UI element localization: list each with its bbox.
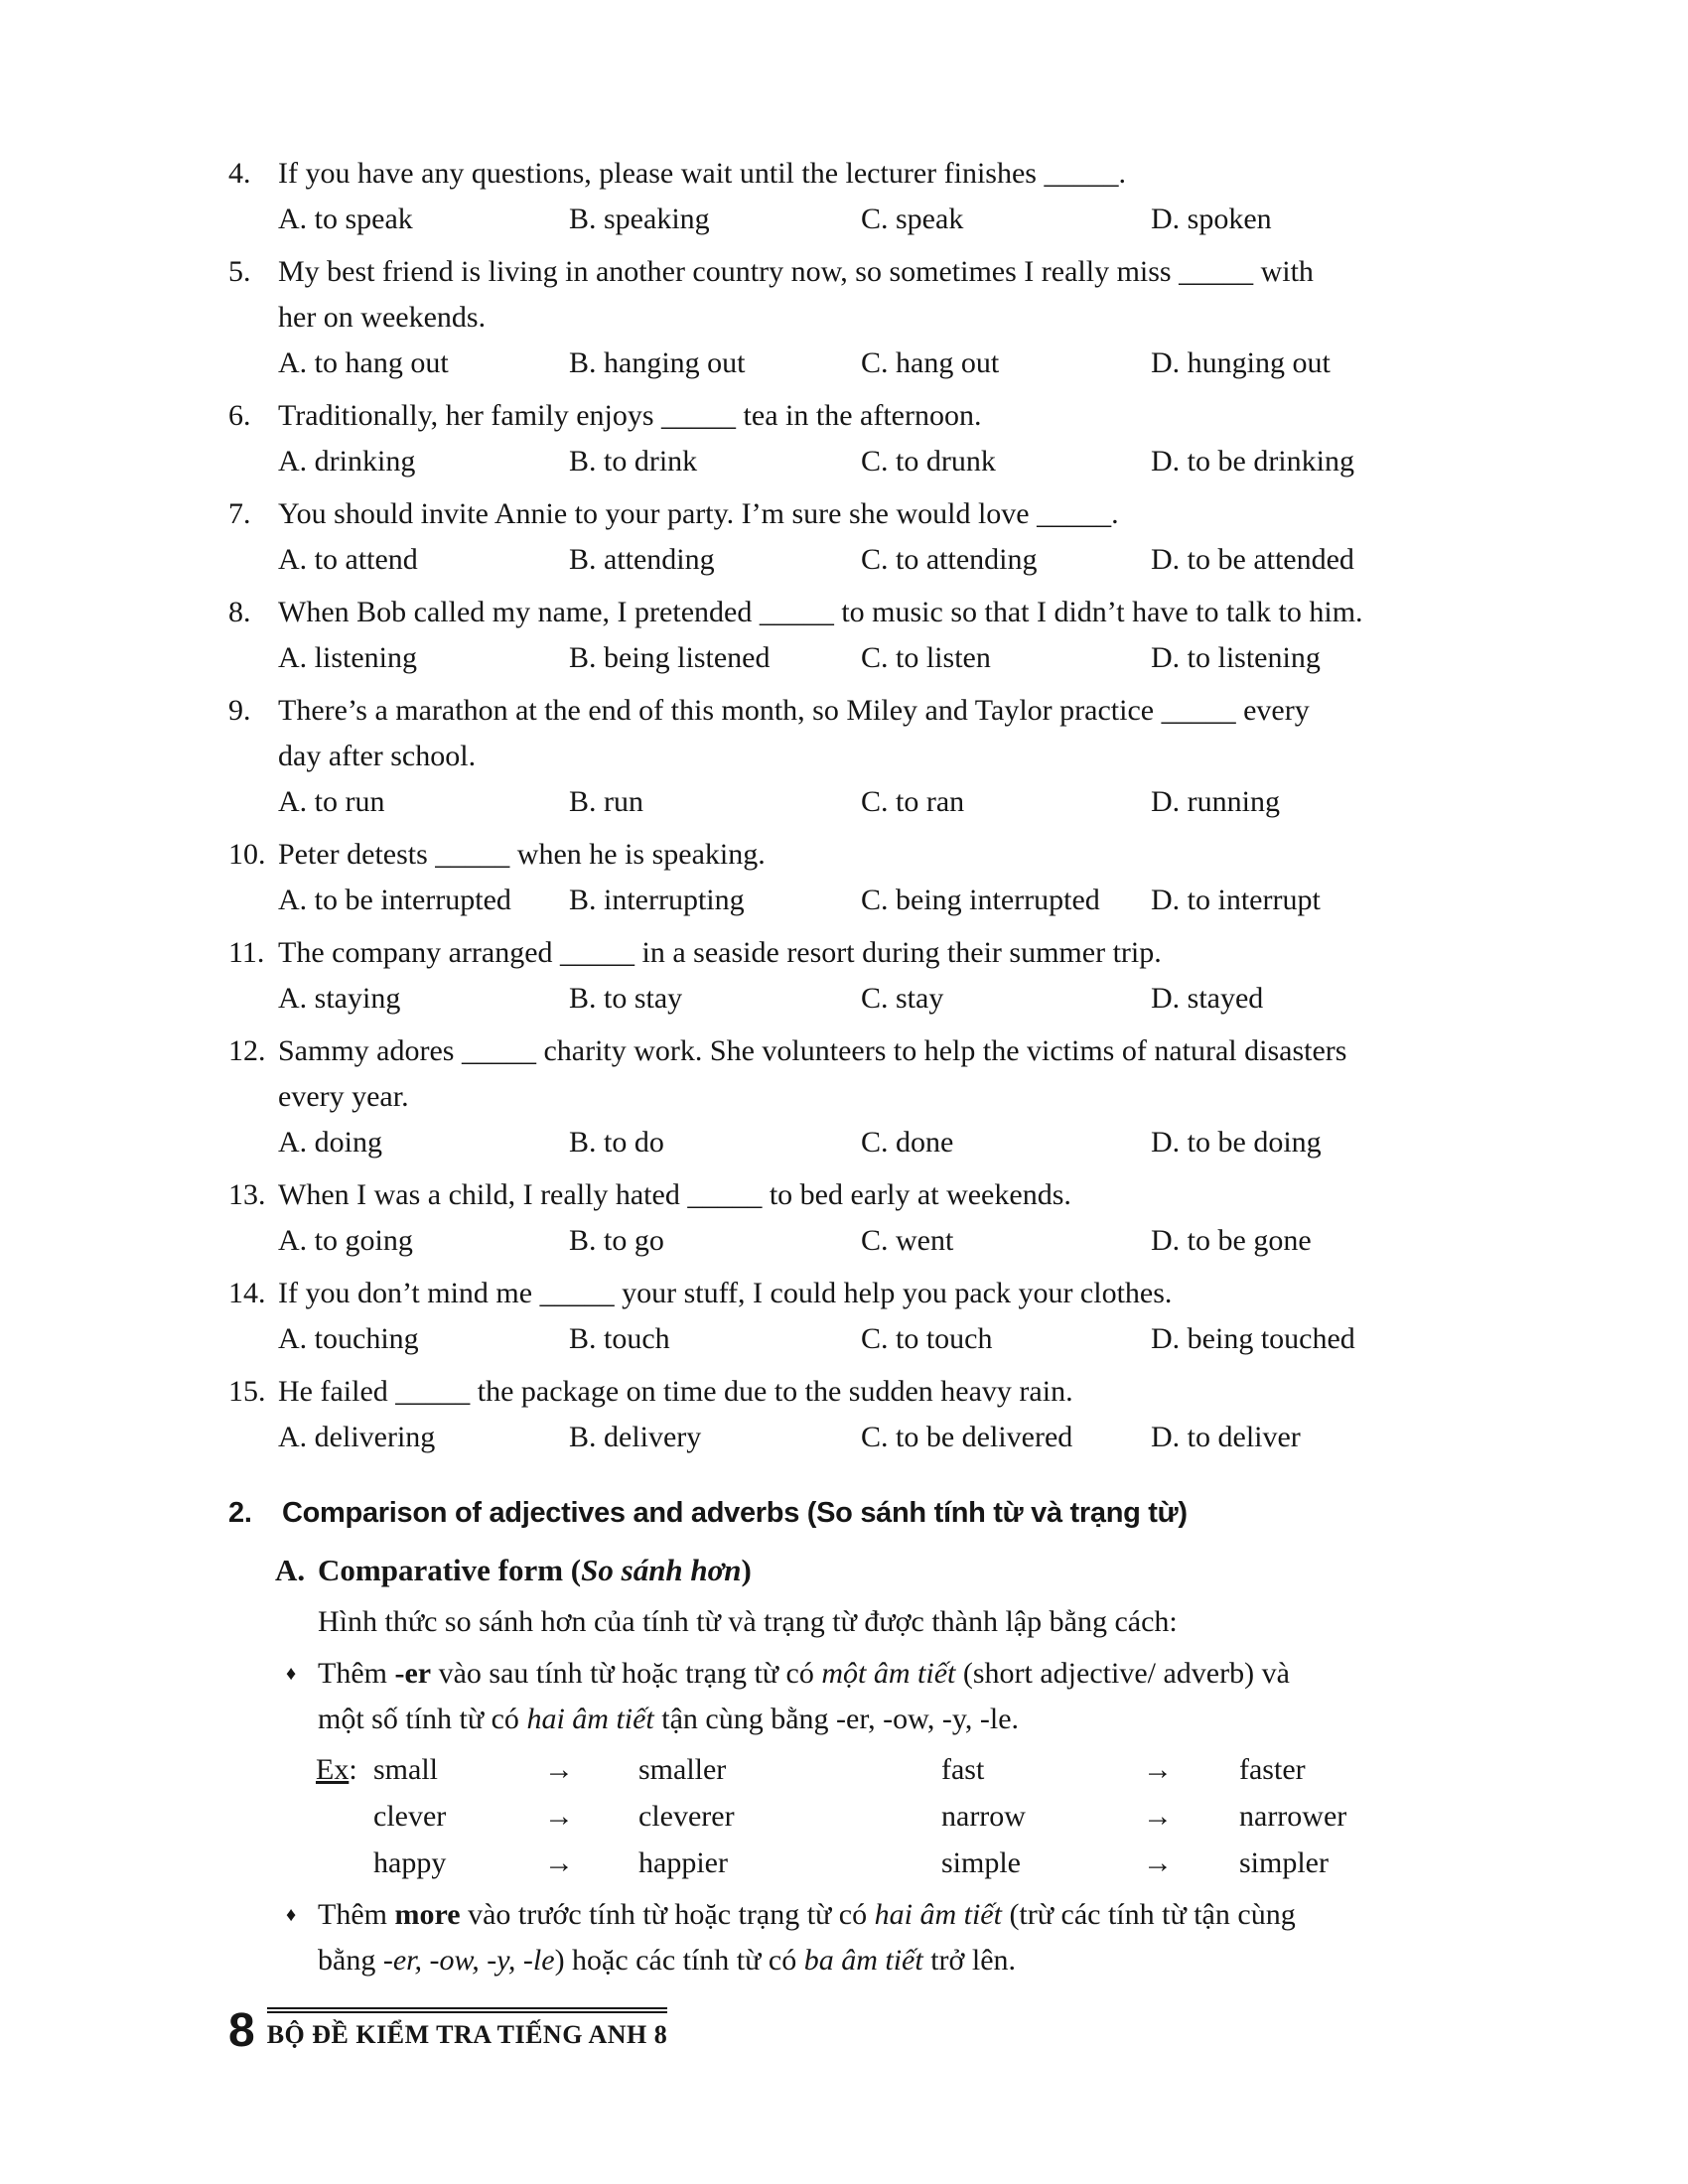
option-b: B. interrupting bbox=[569, 884, 745, 916]
option-d: D. being touched bbox=[1151, 1322, 1355, 1355]
option-d: D. to deliver bbox=[1151, 1421, 1301, 1453]
options-row bbox=[278, 439, 1472, 484]
option-d: D. to be doing bbox=[1151, 1126, 1322, 1159]
question-stem bbox=[228, 590, 1472, 635]
page-number: 8 bbox=[228, 2004, 255, 2057]
option-a: A. listening bbox=[278, 641, 417, 674]
option-d: D. to be attended bbox=[1151, 543, 1354, 576]
question-stem-line: He failed _____ the package on time due to the sudden heavy rain. bbox=[278, 1375, 1073, 1408]
book-title: BỘ ĐỀ KIỂM TRA TIẾNG ANH 8 bbox=[267, 2007, 668, 2052]
option-b: B. attending bbox=[569, 543, 715, 576]
options-row bbox=[278, 1120, 1472, 1165]
question-stem bbox=[228, 1271, 1472, 1316]
question-item-9 bbox=[228, 688, 1472, 825]
options-row bbox=[278, 537, 1472, 583]
option-a: A. doing bbox=[278, 1126, 382, 1159]
option-c: C. to listen bbox=[861, 641, 991, 674]
arrow-icon: → bbox=[544, 1846, 574, 1879]
question-stem bbox=[228, 1369, 1472, 1415]
rule-line: Thêm more vào trước tính từ hoặc trạng từ có hai âm tiết (trừ các tính từ tận cùng bbox=[318, 1898, 1296, 1931]
option-c: C. done bbox=[861, 1126, 954, 1159]
example-table bbox=[316, 1746, 1472, 1886]
options-row bbox=[278, 1415, 1472, 1460]
option-d: D. spoken bbox=[1151, 203, 1272, 235]
question-stem-line: When I was a child, I really hated _____ to bed early at weekends. bbox=[278, 1178, 1071, 1211]
rule-line: bằng -er, -ow, -y, -le) hoặc các tính từ có ba âm tiết trở lên. bbox=[318, 1944, 1017, 1977]
question-stem bbox=[228, 393, 1472, 439]
rule-text bbox=[318, 1892, 1472, 1983]
rule-bullet-er bbox=[286, 1651, 1472, 1742]
option-b: B. to drink bbox=[569, 445, 698, 478]
example-base-word: fast bbox=[941, 1753, 985, 1786]
question-stem-line: Sammy adores _____ charity work. She volunteers to help the victims of natural disasters bbox=[278, 1034, 1347, 1067]
options-row bbox=[278, 976, 1472, 1022]
option-d: D. to listening bbox=[1151, 641, 1321, 674]
example-comparative-word: smaller bbox=[638, 1753, 727, 1786]
example-row bbox=[316, 1840, 1472, 1886]
section-title: Comparison of adjectives and adverbs (So sánh tính từ và trạng từ) bbox=[282, 1497, 1188, 1529]
question-text bbox=[278, 1369, 1472, 1415]
options-row bbox=[278, 341, 1472, 386]
question-number: 10. bbox=[228, 838, 266, 871]
rule-line: Thêm -er vào sau tính từ hoặc trạng từ có một âm tiết (short adjective/ adverb) và bbox=[318, 1657, 1290, 1690]
question-stem-line: If you have any questions, please wait until the lecturer finishes _____. bbox=[278, 157, 1126, 190]
subsection-title-bold: Comparative form ( bbox=[318, 1553, 582, 1587]
question-text bbox=[278, 1028, 1472, 1120]
example-base-word: narrow bbox=[941, 1800, 1026, 1833]
options-row bbox=[278, 1316, 1472, 1362]
page-content bbox=[228, 151, 1472, 1983]
option-b: B. to go bbox=[569, 1224, 664, 1257]
question-stem-line: The company arranged _____ in a seaside resort during their summer trip. bbox=[278, 936, 1162, 969]
option-b: B. speaking bbox=[569, 203, 710, 235]
option-a: A. to be interrupted bbox=[278, 884, 511, 916]
option-c: C. stay bbox=[861, 982, 944, 1015]
arrow-icon: → bbox=[544, 1800, 574, 1833]
page-footer bbox=[228, 2004, 668, 2057]
example-comparative-word: happier bbox=[638, 1846, 728, 1879]
question-number: 7. bbox=[228, 497, 251, 530]
rule-line: một số tính từ có hai âm tiết tận cùng bằng -er, -ow, -y, -le. bbox=[318, 1703, 1020, 1735]
arrow-icon: → bbox=[1143, 1846, 1173, 1879]
question-text bbox=[278, 1172, 1472, 1218]
question-stem-line: If you don’t mind me _____ your stuff, I could help you pack your clothes. bbox=[278, 1277, 1173, 1309]
question-text bbox=[278, 249, 1472, 341]
question-item-6 bbox=[228, 393, 1472, 484]
example-row bbox=[316, 1793, 1472, 1840]
option-c: C. to be delivered bbox=[861, 1421, 1073, 1453]
question-stem bbox=[228, 491, 1472, 537]
options-row bbox=[278, 878, 1472, 923]
question-stem-line: Traditionally, her family enjoys _____ tea in the afternoon. bbox=[278, 399, 982, 432]
option-d: D. stayed bbox=[1151, 982, 1264, 1015]
question-number: 9. bbox=[228, 694, 251, 727]
options-row bbox=[278, 779, 1472, 825]
example-comparative-word: cleverer bbox=[638, 1800, 735, 1833]
question-item-14 bbox=[228, 1271, 1472, 1362]
question-stem bbox=[228, 832, 1472, 878]
example-base-word: clever bbox=[373, 1800, 447, 1833]
option-d: D. to be drinking bbox=[1151, 445, 1354, 478]
option-b: B. touch bbox=[569, 1322, 670, 1355]
subsection-title-italic: So sánh hơn bbox=[581, 1553, 742, 1587]
question-stem-line: every year. bbox=[278, 1080, 409, 1113]
option-d: D. to interrupt bbox=[1151, 884, 1321, 916]
section-comparison bbox=[228, 1490, 1472, 1983]
question-stem-line: There’s a marathon at the end of this month, so Miley and Taylor practice _____ every bbox=[278, 694, 1310, 727]
option-a: A. delivering bbox=[278, 1421, 436, 1453]
question-number: 4. bbox=[228, 157, 251, 190]
section-heading bbox=[228, 1490, 1472, 1536]
option-a: A. to attend bbox=[278, 543, 418, 576]
question-text bbox=[278, 393, 1472, 439]
question-number: 11. bbox=[228, 936, 265, 969]
rule-bullet-more bbox=[286, 1892, 1472, 1983]
example-base-word: simple bbox=[941, 1846, 1021, 1879]
example-comparative-word: narrower bbox=[1239, 1800, 1347, 1833]
rule-text bbox=[318, 1651, 1472, 1742]
subsection-comparative-form bbox=[275, 1548, 1472, 1593]
question-stem bbox=[228, 1028, 1472, 1120]
question-stem bbox=[228, 1172, 1472, 1218]
question-item-4 bbox=[228, 151, 1472, 242]
question-number: 8. bbox=[228, 596, 251, 628]
option-c: C. hang out bbox=[861, 346, 1000, 379]
example-row bbox=[316, 1746, 1472, 1793]
section-number: 2. bbox=[228, 1497, 252, 1529]
question-stem bbox=[228, 688, 1472, 779]
question-stem-line: Peter detests _____ when he is speaking. bbox=[278, 838, 766, 871]
options-row bbox=[278, 1218, 1472, 1264]
question-number: 13. bbox=[228, 1178, 266, 1211]
option-d: D. to be gone bbox=[1151, 1224, 1312, 1257]
question-stem-line: day after school. bbox=[278, 740, 477, 772]
option-b: B. to do bbox=[569, 1126, 664, 1159]
subsection-title-close: ) bbox=[741, 1553, 752, 1587]
option-c: C. to touch bbox=[861, 1322, 993, 1355]
question-item-15 bbox=[228, 1369, 1472, 1460]
arrow-icon: → bbox=[544, 1753, 574, 1786]
question-item-11 bbox=[228, 930, 1472, 1022]
question-item-12 bbox=[228, 1028, 1472, 1165]
option-b: B. run bbox=[569, 785, 643, 818]
question-stem bbox=[228, 249, 1472, 341]
example-comparative-word: faster bbox=[1239, 1753, 1306, 1786]
option-a: A. drinking bbox=[278, 445, 416, 478]
options-row bbox=[278, 635, 1472, 681]
example-base-word: happy bbox=[373, 1846, 447, 1879]
option-a: A. to hang out bbox=[278, 346, 449, 379]
comparative-intro: Hình thức so sánh hơn của tính từ và trạng từ được thành lập bằng cách: bbox=[318, 1605, 1178, 1638]
question-number: 12. bbox=[228, 1034, 266, 1067]
option-c: C. to ran bbox=[861, 785, 965, 818]
diamond-bullet-icon: ♦ bbox=[286, 1663, 297, 1685]
question-number: 14. bbox=[228, 1277, 266, 1309]
option-b: B. delivery bbox=[569, 1421, 702, 1453]
option-d: D. running bbox=[1151, 785, 1280, 818]
question-item-10 bbox=[228, 832, 1472, 923]
option-c: C. speak bbox=[861, 203, 964, 235]
option-a: A. to run bbox=[278, 785, 385, 818]
option-b: B. being listened bbox=[569, 641, 771, 674]
question-stem-line: You should invite Annie to your party. I’m sure she would love _____. bbox=[278, 497, 1119, 530]
option-b: B. to stay bbox=[569, 982, 683, 1015]
options-row bbox=[278, 197, 1472, 242]
option-a: A. to speak bbox=[278, 203, 413, 235]
question-number: 15. bbox=[228, 1375, 266, 1408]
question-text bbox=[278, 832, 1472, 878]
question-item-5 bbox=[228, 249, 1472, 386]
question-item-13 bbox=[228, 1172, 1472, 1264]
example-label: Ex: bbox=[316, 1753, 357, 1786]
question-text bbox=[278, 491, 1472, 537]
option-a: A. to going bbox=[278, 1224, 413, 1257]
question-text bbox=[278, 930, 1472, 976]
subsection-title bbox=[318, 1548, 752, 1593]
arrow-icon: → bbox=[1143, 1800, 1173, 1833]
option-c: C. to drunk bbox=[861, 445, 996, 478]
question-stem-line: her on weekends. bbox=[278, 301, 487, 334]
question-number: 5. bbox=[228, 255, 251, 288]
question-item-7 bbox=[228, 491, 1472, 583]
question-item-8 bbox=[228, 590, 1472, 681]
arrow-icon: → bbox=[1143, 1753, 1173, 1786]
question-stem bbox=[228, 151, 1472, 197]
option-d: D. hunging out bbox=[1151, 346, 1331, 379]
question-stem-line: When Bob called my name, I pretended _____ to music so that I didn’t have to talk to him. bbox=[278, 596, 1363, 628]
question-stem-line: My best friend is living in another country now, so sometimes I really miss _____ with bbox=[278, 255, 1314, 288]
question-text bbox=[278, 590, 1472, 635]
question-text bbox=[278, 1271, 1472, 1316]
option-b: B. hanging out bbox=[569, 346, 746, 379]
option-c: C. being interrupted bbox=[861, 884, 1100, 916]
example-comparative-word: simpler bbox=[1239, 1846, 1329, 1879]
question-stem bbox=[228, 930, 1472, 976]
option-a: A. staying bbox=[278, 982, 401, 1015]
option-a: A. touching bbox=[278, 1322, 419, 1355]
subsection-label: A. bbox=[275, 1553, 306, 1587]
option-c: C. to attending bbox=[861, 543, 1038, 576]
question-text bbox=[278, 688, 1472, 779]
question-number: 6. bbox=[228, 399, 251, 432]
example-base-word: small bbox=[373, 1753, 438, 1786]
option-c: C. went bbox=[861, 1224, 954, 1257]
diamond-bullet-icon: ♦ bbox=[286, 1904, 297, 1926]
question-text bbox=[278, 151, 1472, 197]
